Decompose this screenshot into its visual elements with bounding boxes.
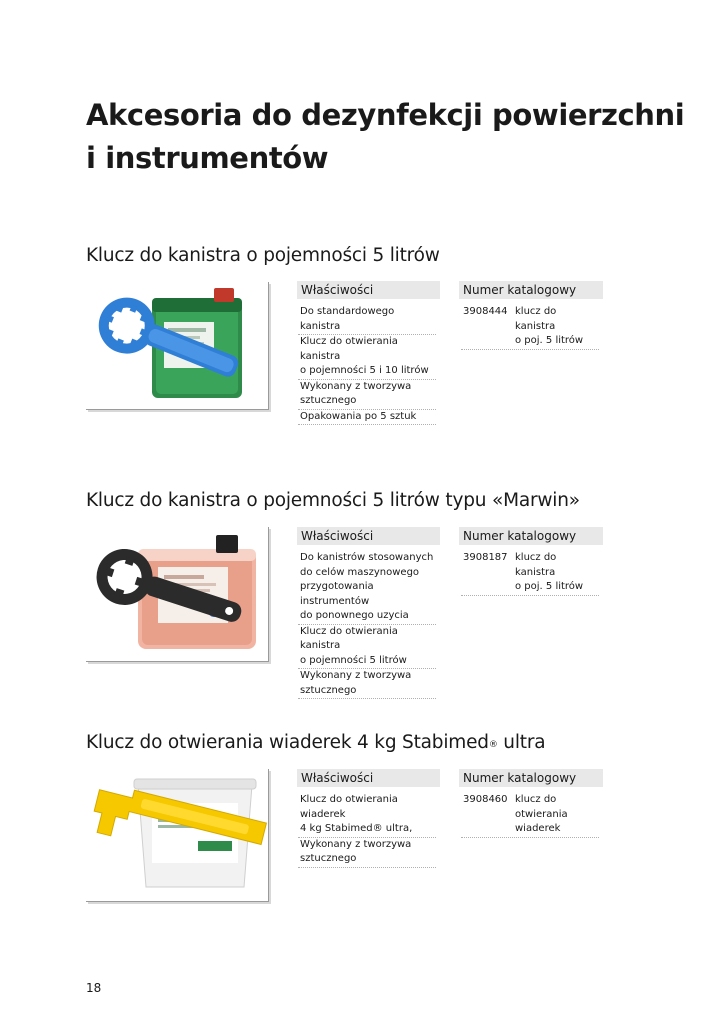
properties-header: Właściwości: [297, 281, 440, 299]
catalog-header: Numer katalogowy: [459, 769, 603, 787]
product-image-frame: [86, 527, 269, 662]
section-title: Klucz do kanistra o pojemności 5 litrów typu «Marwin»: [86, 490, 580, 511]
page-title-line-1: Akcesoria do dezynfekcji powierzchni: [86, 98, 685, 132]
property-item: Do kanistrów stosowanych do celów maszynowego przygotowania instrumentów do ponownego uzycia: [298, 551, 436, 625]
catalog-item: [461, 551, 599, 596]
section-title: Klucz do kanistra o pojemności 5 litrów: [86, 245, 440, 266]
properties-list: [298, 305, 436, 425]
catalog-description: klucz do kanistra o poj. 5 litrów: [515, 552, 584, 592]
product-image-frame: [86, 769, 269, 902]
catalog-description: klucz do otwierania wiaderek: [515, 794, 568, 834]
product-image-frame: [86, 282, 269, 410]
property-item: Wykonany z tworzywa sztucznego: [298, 669, 436, 699]
property-item: Do standardowego kanistra: [298, 305, 436, 335]
property-item: Klucz do otwierania kanistra o pojemności 5 i 10 litrów: [298, 335, 436, 380]
properties-header: Właściwości: [297, 769, 440, 787]
catalog-header: Numer katalogowy: [459, 527, 603, 545]
property-item: Klucz do otwierania kanistra o pojemności 5 litrów: [298, 625, 436, 670]
catalog-list: [461, 793, 599, 838]
property-item: Opakowania po 5 sztuk: [298, 410, 436, 426]
page-title-line-2: i instrumentów: [86, 141, 329, 175]
property-item: Wykonany z tworzywa sztucznego: [298, 380, 436, 410]
catalog-list: [461, 551, 599, 596]
property-item: Wykonany z tworzywa sztucznego: [298, 838, 436, 868]
catalog-description: klucz do kanistra o poj. 5 litrów: [515, 306, 584, 346]
catalog-number: 3908460: [463, 794, 508, 805]
product-section-bucket-opener: [0, 731, 725, 911]
catalog-number: 3908444: [463, 306, 508, 317]
product-section-marwin-key: [0, 489, 725, 696]
properties-header: Właściwości: [297, 527, 440, 545]
page-title: [86, 94, 686, 180]
properties-list: [298, 793, 436, 868]
product-section-canister-key: [0, 244, 725, 424]
catalog-list: [461, 305, 599, 350]
catalog-number: 3908187: [463, 552, 508, 563]
property-item: Klucz do otwierania wiaderek 4 kg Stabimed® ultra,: [298, 793, 436, 838]
catalog-header: Numer katalogowy: [459, 281, 603, 299]
blue-canister-key-icon: [86, 282, 268, 409]
catalog-item: [461, 793, 599, 838]
properties-list: [298, 551, 436, 699]
catalog-item: [461, 305, 599, 350]
black-marwin-key-icon: [86, 527, 268, 661]
page-number: 18: [86, 981, 102, 995]
section-title: Klucz do otwierania wiaderek 4 kg Stabimed® ultra: [86, 732, 546, 753]
yellow-bucket-opener-icon: [86, 769, 268, 901]
